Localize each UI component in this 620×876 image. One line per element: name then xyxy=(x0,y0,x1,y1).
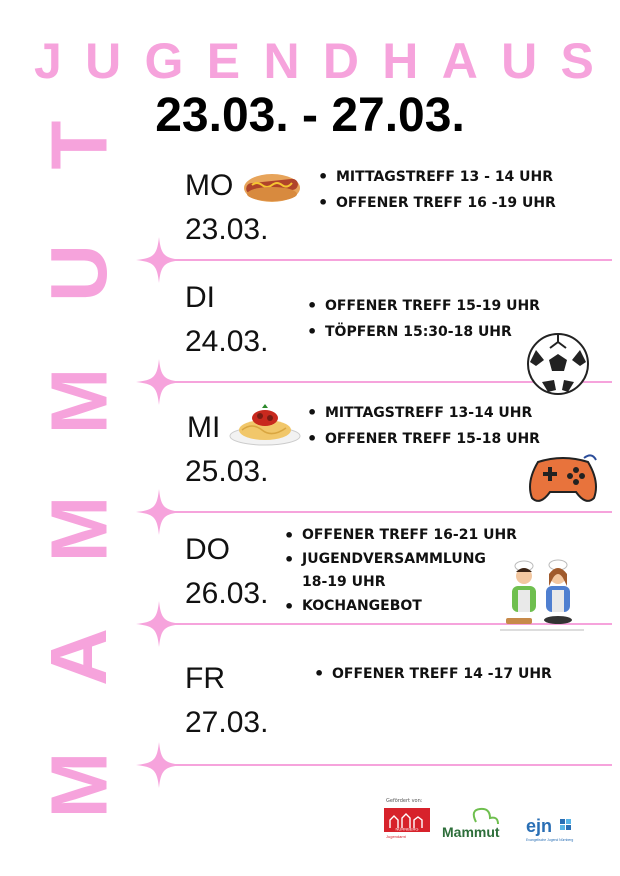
day-abbr: DO xyxy=(185,533,230,566)
activity-item: • OFFENER TREFF 16-21 UHR xyxy=(284,524,517,548)
title-letter: G xyxy=(144,33,184,89)
vertical-letter: U xyxy=(34,244,123,302)
activity-list-monday xyxy=(318,164,556,216)
title-letter: J xyxy=(34,33,62,89)
divider-line xyxy=(158,511,612,513)
ejn-logo-text: ejn xyxy=(526,816,553,836)
vertical-title-mammut xyxy=(34,105,124,825)
sparkle-icon xyxy=(136,237,182,283)
title-letter: D xyxy=(322,33,359,89)
hotdog-icon xyxy=(242,168,302,206)
activity-item: • TÖPFERN 15:30-18 UHR xyxy=(307,319,540,345)
date-range: 23.03. - 27.03. xyxy=(155,89,465,142)
nuernberg-logo-sub: Jugendamt xyxy=(386,834,406,839)
nuernberg-logo-text: NÜRNBERG xyxy=(395,826,419,832)
activity-item: • KOCHANGEBOT xyxy=(284,595,517,619)
gamepad-icon xyxy=(526,452,600,508)
activity-item: 18-19 UHR xyxy=(302,574,386,590)
day-tuesday xyxy=(185,276,268,363)
day-abbr: MI xyxy=(187,411,221,444)
activity-list-wednesday xyxy=(307,400,540,452)
divider-line xyxy=(158,764,612,766)
cooking-kids-icon xyxy=(496,556,588,632)
title-letter: E xyxy=(206,33,241,89)
nuernberg-logo xyxy=(384,808,430,840)
day-date: 26.03. xyxy=(185,576,269,610)
vertical-letter: M xyxy=(33,367,123,435)
activity-item: • MITTAGSTREFF 13-14 UHR xyxy=(307,400,540,426)
funded-by-label: Gefördert von: xyxy=(386,798,423,804)
title-letter: H xyxy=(382,33,419,89)
sparkle-icon xyxy=(136,742,182,788)
activity-list-thursday xyxy=(284,524,517,618)
vertical-letter: M xyxy=(33,495,123,563)
day-date: 25.03. xyxy=(185,454,269,488)
day-date: 27.03. xyxy=(185,705,269,739)
mammut-logo-text: Mammut xyxy=(442,824,500,840)
activity-list-tuesday xyxy=(307,293,540,345)
vertical-letter: A xyxy=(34,628,123,686)
day-abbr: MO xyxy=(185,169,234,202)
ejn-logo-sub: Evangelische Jugend Nürnberg xyxy=(526,838,574,842)
activity-item: • OFFENER TREFF 15-19 UHR xyxy=(307,293,540,319)
title-letter: U xyxy=(85,33,122,89)
title-letter: S xyxy=(560,33,594,89)
sparkle-icon xyxy=(136,489,182,535)
activity-item: • MITTAGSTREFF 13 - 14 UHR xyxy=(318,164,556,190)
activity-item: • JUGENDVERSAMMLUNG xyxy=(284,548,517,572)
title-letter: U xyxy=(501,33,538,89)
day-thursday xyxy=(185,528,268,615)
title-letter: A xyxy=(441,33,478,89)
activity-item: • OFFENER TREFF 15-18 UHR xyxy=(307,426,540,452)
vertical-letter: T xyxy=(34,120,123,170)
ejn-logo xyxy=(524,814,588,844)
day-date: 23.03. xyxy=(185,212,269,246)
sparkle-icon xyxy=(136,601,182,647)
vertical-letter: M xyxy=(33,751,123,819)
title-jugendhaus xyxy=(34,33,594,89)
day-abbr: DI xyxy=(185,281,215,314)
activity-list-friday xyxy=(314,661,552,687)
mammut-logo xyxy=(440,806,512,842)
divider-line xyxy=(158,259,612,261)
activity-item: • OFFENER TREFF 16 -19 UHR xyxy=(318,190,556,216)
day-friday xyxy=(185,657,268,744)
spaghetti-icon xyxy=(228,400,302,446)
activity-item: • OFFENER TREFF 14 -17 UHR xyxy=(314,661,552,687)
title-letter: N xyxy=(263,33,300,89)
sparkle-icon xyxy=(136,359,182,405)
day-abbr: FR xyxy=(185,662,225,695)
soccer-ball-icon xyxy=(526,332,590,396)
day-date: 24.03. xyxy=(185,324,269,358)
